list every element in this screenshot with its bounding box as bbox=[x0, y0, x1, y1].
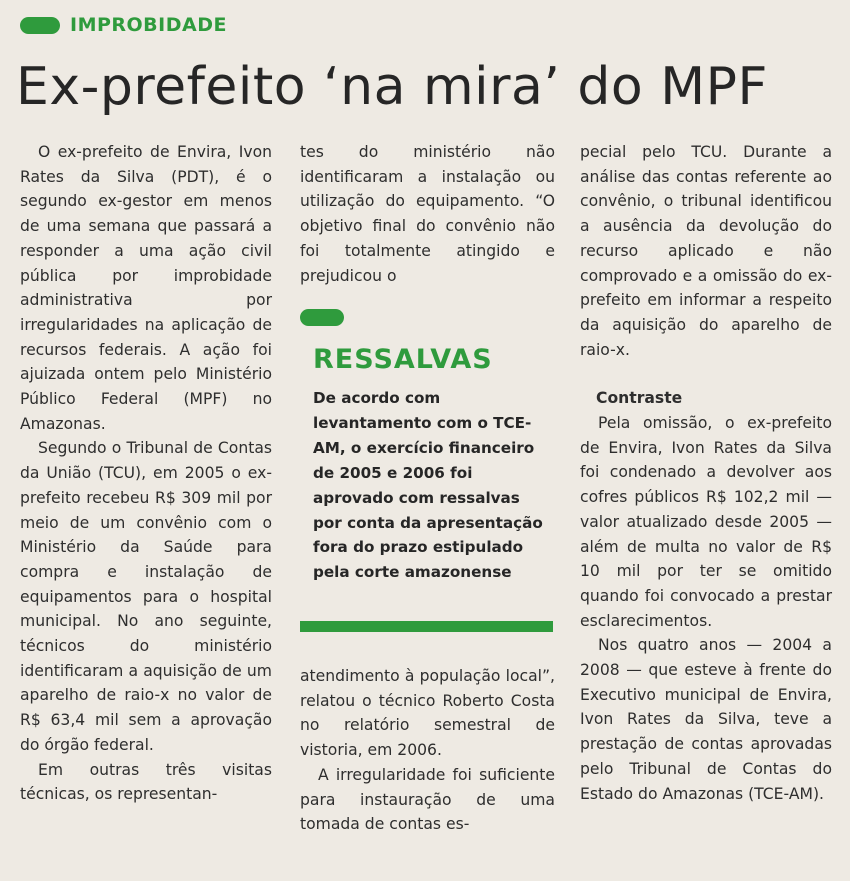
paragraph: Nos quatro anos — 2004 a 2008 — que esteve à frente do Executivo municipal de Envira, Ivon Rates da Silva, teve a prestação de contas aprovadas pelo Tribunal de Contas do Estado do Amazonas (TCE-AM). bbox=[580, 636, 832, 803]
sidebar-box-title: RESSALVAS bbox=[313, 344, 493, 375]
section-tag-marker bbox=[20, 17, 60, 34]
sidebar-box-text: De acordo com levantamento com o TCE-AM, o exercício financeiro de 2005 e 2006 foi aprovado com ressalvas por conta da apresentação fora do prazo estipulado pela corte amazonense bbox=[313, 389, 543, 582]
subheading: Contraste bbox=[596, 389, 683, 408]
sidebar-box-bar bbox=[300, 621, 553, 632]
article-column-2-bottom bbox=[300, 664, 555, 837]
section-tag-label: IMPROBIDADE bbox=[70, 14, 227, 36]
paragraph: atendimento à população local”, relatou o técnico Roberto Costa no relatório semestral de vistoria, em 2006. bbox=[300, 667, 555, 760]
box-marker bbox=[300, 309, 344, 326]
paragraph: Segundo o Tribunal de Contas da União (TCU), em 2005 o ex-prefeito recebeu R$ 309 mil por meio de um convênio com o Ministério da Saúde para compra e instalação de equipamentos para o hospital municipal. No ano seguinte, técnicos do ministério identificaram a aquisição de um aparelho de raio-x no valor de R$ 63,4 mil sem a aprovação do órgão federal. bbox=[20, 439, 272, 754]
paragraph: pecial pelo TCU. Durante a análise das contas referente ao convênio, o tribunal identificou a ausência da devolução do recurso aplicado e não comprovado e a omissão do ex-prefeito em informar a respeito da aquisição do aparelho de raio-x. bbox=[580, 143, 832, 359]
paragraph: tes do ministério não identificaram a instalação ou utilização do equipamento. “O objetivo final do convênio não foi totalmente atingido e prejudicou o bbox=[300, 143, 555, 285]
article-headline: Ex-prefeito ‘na mira’ do MPF bbox=[16, 57, 768, 117]
paragraph: A irregularidade foi suficiente para instauração de uma tomada de contas es- bbox=[300, 765, 555, 834]
article-column-3 bbox=[580, 140, 832, 806]
article-column-2-top bbox=[300, 140, 555, 288]
paragraph: Pela omissão, o ex-prefeito de Envira, Ivon Rates da Silva foi condenado a devolver aos cofres públicos R$ 102,2 mil — valor atualizado desde 2005 — além de multa no valor de R$ 10 mil por ter se omitido quando foi convocado a prestar esclarecimentos. bbox=[580, 414, 832, 630]
section-tag bbox=[20, 10, 227, 40]
paragraph: Em outras três visitas técnicas, os representan- bbox=[20, 760, 272, 804]
spacer bbox=[580, 362, 832, 386]
article-column-1 bbox=[20, 140, 272, 807]
paragraph: O ex-prefeito de Envira, Ivon Rates da Silva (PDT), é o segundo ex-gestor em menos de uma semana que passará a responder a uma ação civil pública por improbidade administrativa por irregularidades na aplicação de recursos federais. A ação foi ajuizada ontem pelo Ministério Público Federal (MPF) no Amazonas. bbox=[20, 143, 272, 433]
